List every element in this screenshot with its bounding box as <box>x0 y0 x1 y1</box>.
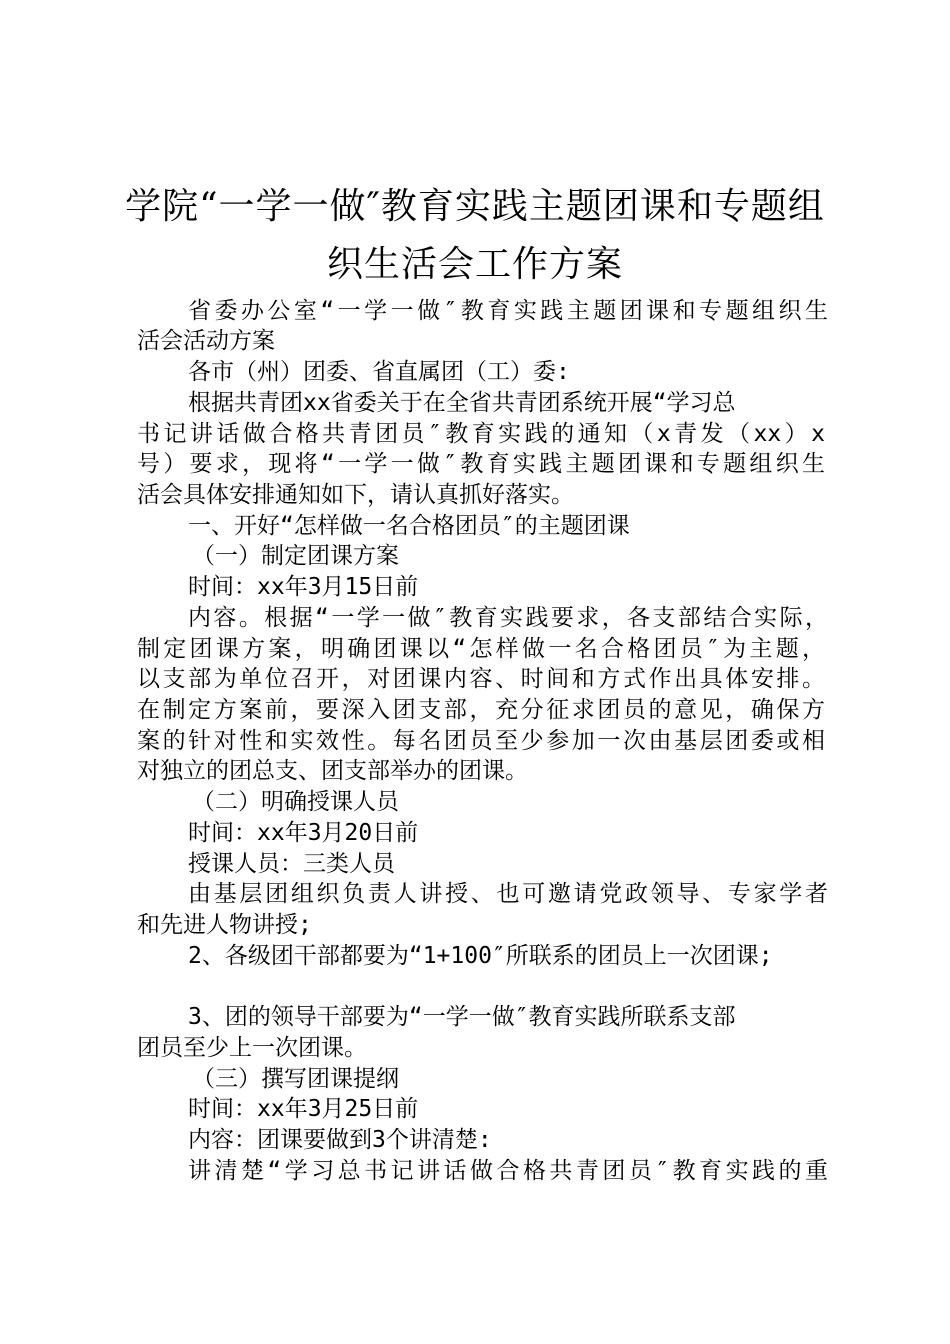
body-line: 内容。根据“一学一做″教育实践要求，各支部结合实际， <box>188 605 828 631</box>
body-line: 2、各级团干部都要为“1+100″所联系的团员上一次团课; <box>188 943 773 969</box>
body-line: 案的针对性和实效性。每名团员至少参加一次由基层团委或相 <box>137 728 825 754</box>
body-line: 制定团课方案，明确团课以“怎样做一名合格团员″为主题， <box>137 636 825 662</box>
body-line: （三）撰写团课提纲 <box>192 1066 399 1092</box>
body-line: （一）制定团课方案 <box>192 543 399 569</box>
body-line: 各市（州）团委、省直属团（工）委: <box>188 359 570 385</box>
body-line: 授课人员：三类人员 <box>188 851 395 877</box>
body-line: 讲清楚“学习总书记讲话做合格共青团员″教育实践的重 <box>188 1158 828 1184</box>
document-title-line-2: 织生活会工作方案 <box>326 244 623 285</box>
body-line: 活会具体安排通知如下，请认真抓好落实。 <box>137 482 574 508</box>
body-line: 书记讲话做合格共青团员″教育实践的通知（x青发（xx）x <box>137 421 825 447</box>
body-line: 在制定方案前，要深入团支部，充分征求团员的意见，确保方 <box>137 697 825 723</box>
body-line: 团员至少上一次团课。 <box>137 1035 367 1061</box>
body-line: 一、开好“怎样做一名合格团员″的主题团课 <box>188 513 630 539</box>
document-title-line-1: 学院“一学一做″教育实践主题团课和专题组 <box>125 186 825 227</box>
body-line: 由基层团组织负责人讲授、也可邀请党政领导、专家学者 <box>188 881 828 907</box>
body-line: 对独立的团总支、团支部举办的团课。 <box>137 758 528 784</box>
body-line: 3、团的领导干部要为“一学一做″教育实践所联系支部 <box>188 1004 736 1030</box>
body-line: 根据共青团xx省委关于在全省共青团系统开展“学习总 <box>188 390 736 416</box>
body-line: 时间：xx年3月25日前 <box>188 1096 419 1122</box>
body-line: 内容：团课要做到3个讲清楚: <box>188 1127 492 1153</box>
body-line: 活会活动方案 <box>137 328 275 354</box>
body-line: 号）要求，现将“一学一做″教育实践主题团课和专题组织生 <box>137 451 825 477</box>
body-line: 以支部为单位召开，对团课内容、时间和方式作出具体安排。 <box>137 666 825 692</box>
body-line: 时间：xx年3月15日前 <box>188 574 419 600</box>
body-line: 和先进人物讲授; <box>137 912 312 938</box>
body-line: 时间：xx年3月20日前 <box>188 820 419 846</box>
body-line: 省委办公室“一学一做″教育实践主题团课和专题组织生 <box>188 298 828 324</box>
body-line: （二）明确授课人员 <box>192 789 399 815</box>
